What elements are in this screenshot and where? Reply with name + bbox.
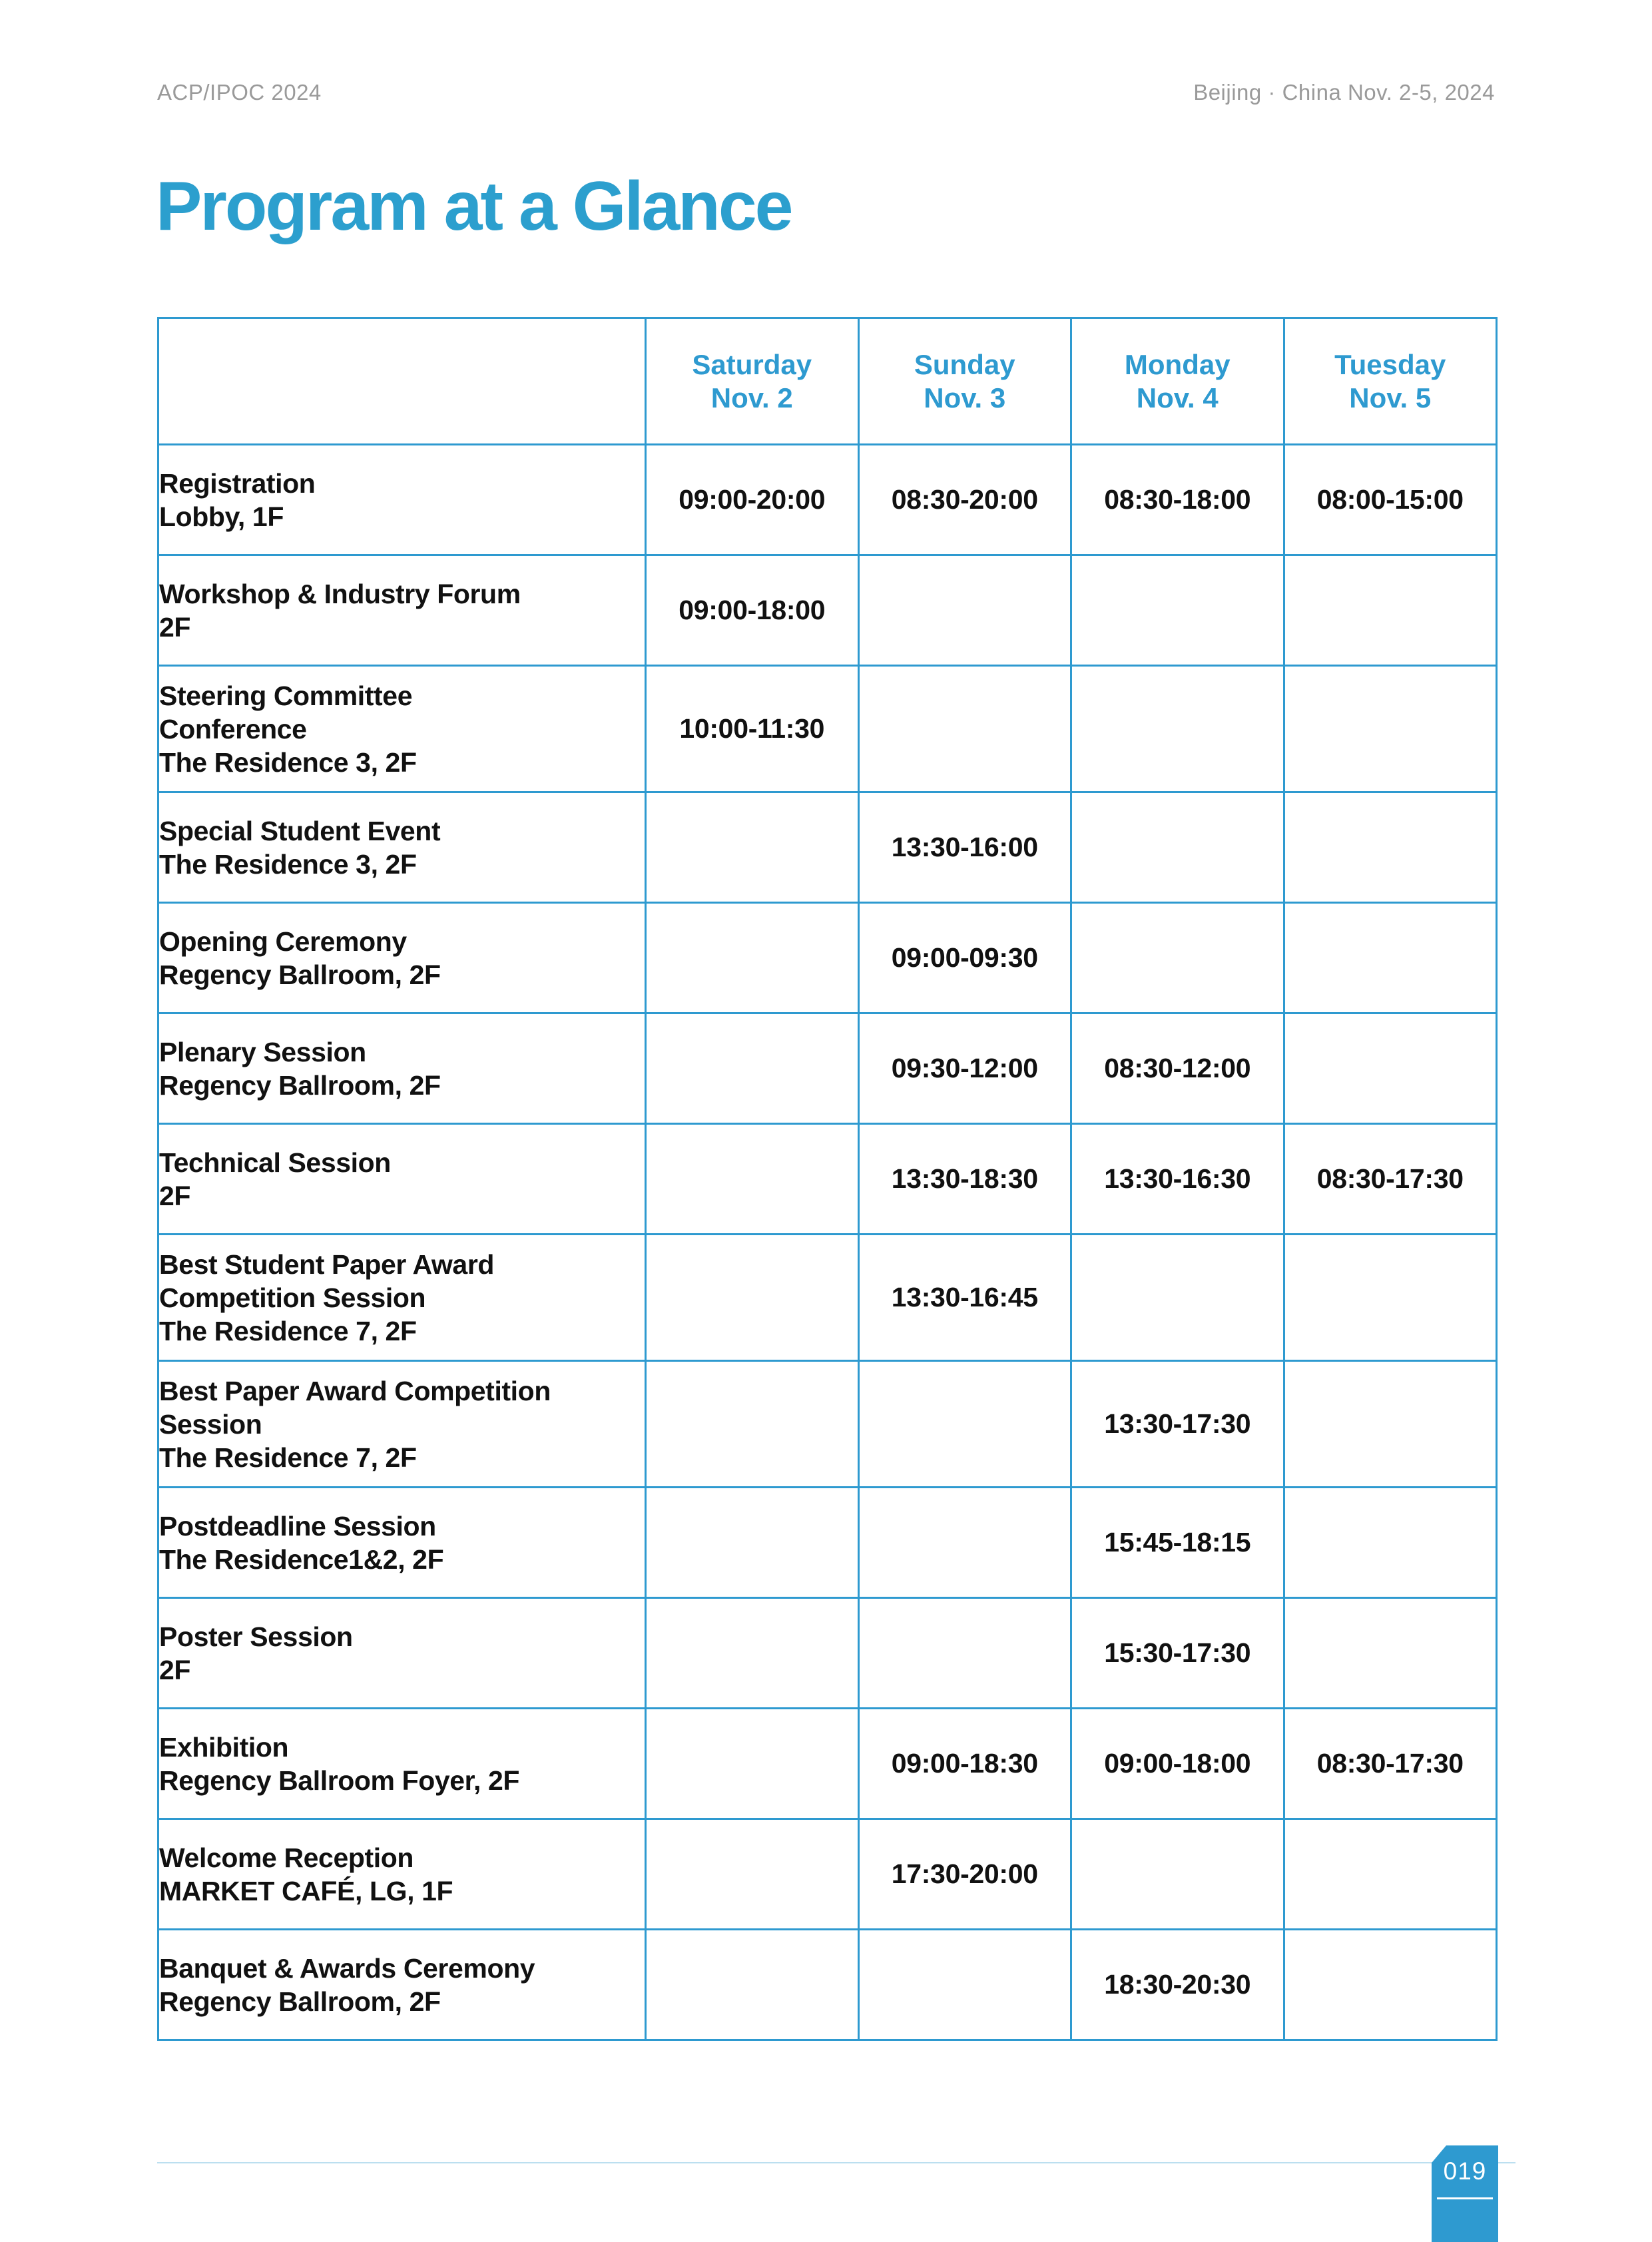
event-cell [158,1124,646,1235]
time-cell [858,1930,1071,2040]
event-name-continued: Conference [159,713,307,744]
time-cell: 15:45-18:15 [1071,1488,1284,1598]
table-row-steering-committee [158,666,1497,792]
time-cell: 08:00-15:00 [1284,445,1497,555]
event-location: Lobby, 1F [159,501,284,532]
time-cell [646,1235,859,1361]
time-cell [646,1488,859,1598]
time-cell [1284,1235,1497,1361]
time-cell: 09:00-18:00 [1071,1709,1284,1819]
time-cell: 13:30-16:45 [858,1235,1071,1361]
event-cell [158,1361,646,1488]
event-name: Best Student Paper Award [159,1249,495,1280]
running-header-location-date: Beijing · China Nov. 2-5, 2024 [1193,80,1495,105]
table-row-special-student-event [158,792,1497,903]
time-cell: 08:30-20:00 [858,445,1071,555]
event-name: Plenary Session [159,1036,366,1067]
page-number-underline [1437,2197,1493,2199]
time-cell: 13:30-16:30 [1071,1124,1284,1235]
event-location: 2F [159,611,191,643]
time-cell [646,792,859,903]
table-row-technical-session [158,1124,1497,1235]
time-cell [858,1598,1071,1709]
event-cell [158,1488,646,1598]
event-name: Welcome Reception [159,1842,414,1873]
time-cell [858,555,1071,666]
day-weekday: Tuesday [1334,348,1446,380]
event-location: The Residence 3, 2F [159,746,417,778]
time-cell: 09:30-12:00 [858,1013,1071,1124]
table-row-plenary-session [158,1013,1497,1124]
running-header-conference: ACP/IPOC 2024 [157,80,322,105]
day-header-sunday [858,318,1071,445]
event-cell [158,1235,646,1361]
event-name: Special Student Event [159,815,441,846]
time-cell [646,903,859,1013]
time-cell: 13:30-17:30 [1071,1361,1284,1488]
time-cell [646,1361,859,1488]
event-name: Postdeadline Session [159,1510,436,1541]
time-cell [646,1013,859,1124]
event-cell [158,555,646,666]
time-cell [1284,666,1497,792]
time-cell [1284,1361,1497,1488]
table-row-registration [158,445,1497,555]
event-name: Registration [159,467,316,499]
time-cell: 08:30-12:00 [1071,1013,1284,1124]
time-cell: 13:30-16:00 [858,792,1071,903]
page-number: 019 [1443,2157,1487,2185]
time-cell [1284,555,1497,666]
day-weekday: Monday [1124,348,1231,380]
event-location: Regency Ballroom, 2F [159,1986,441,2017]
table-row-poster-session [158,1598,1497,1709]
event-cell [158,445,646,555]
time-cell [1284,1930,1497,2040]
time-cell: 15:30-17:30 [1071,1598,1284,1709]
footer-divider [157,2162,1515,2163]
time-cell [646,1819,859,1930]
event-location: MARKET CAFÉ, LG, 1F [159,1875,453,1906]
event-location: The Residence 3, 2F [159,848,417,880]
day-header-saturday [646,318,859,445]
event-location: The Residence 7, 2F [159,1315,417,1346]
event-name: Steering Committee [159,680,413,711]
time-cell [858,1488,1071,1598]
time-cell: 18:30-20:30 [1071,1930,1284,2040]
table-row-banquet [158,1930,1497,2040]
event-cell [158,1709,646,1819]
table-row-best-student-paper [158,1235,1497,1361]
table-header-row [158,318,1497,445]
table-row-best-paper [158,1361,1497,1488]
time-cell: 08:30-17:30 [1284,1709,1497,1819]
table-row-opening-ceremony [158,903,1497,1013]
time-cell [1284,792,1497,903]
event-cell [158,1819,646,1930]
day-header-tuesday [1284,318,1497,445]
event-location: Regency Ballroom Foyer, 2F [159,1765,519,1796]
event-name: Poster Session [159,1621,353,1652]
event-name-continued: Competition Session [159,1282,426,1313]
day-date: Nov. 4 [1136,382,1219,414]
time-cell [1284,1819,1497,1930]
time-cell: 09:00-20:00 [646,445,859,555]
time-cell: 13:30-18:30 [858,1124,1071,1235]
event-name: Technical Session [159,1147,391,1178]
event-location: 2F [159,1180,191,1211]
event-location: The Residence1&2, 2F [159,1543,444,1575]
page-title: Program at a Glance [156,168,792,245]
program-table [157,317,1498,2041]
day-header-monday [1071,318,1284,445]
time-cell [858,666,1071,792]
time-cell [1071,1819,1284,1930]
day-date: Nov. 3 [924,382,1006,414]
time-cell [1071,555,1284,666]
time-cell [1071,1235,1284,1361]
time-cell [858,1361,1071,1488]
time-cell: 08:30-17:30 [1284,1124,1497,1235]
time-cell: 09:00-09:30 [858,903,1071,1013]
event-cell [158,792,646,903]
event-name-continued: Session [159,1408,262,1440]
time-cell [1071,666,1284,792]
table-row-exhibition [158,1709,1497,1819]
event-location: 2F [159,1654,191,1685]
time-cell: 10:00-11:30 [646,666,859,792]
time-cell: 09:00-18:00 [646,555,859,666]
event-location: The Residence 7, 2F [159,1442,417,1473]
time-cell: 17:30-20:00 [858,1819,1071,1930]
time-cell [646,1709,859,1819]
event-cell [158,1013,646,1124]
time-cell [1071,792,1284,903]
time-cell [646,1930,859,2040]
day-date: Nov. 2 [710,382,793,414]
event-cell [158,1598,646,1709]
time-cell [1284,1488,1497,1598]
time-cell [1284,1013,1497,1124]
time-cell: 09:00-18:30 [858,1709,1071,1819]
event-name: Best Paper Award Competition [159,1375,551,1406]
time-cell [1284,903,1497,1013]
day-date: Nov. 5 [1349,382,1432,414]
table-row-workshop [158,555,1497,666]
time-cell: 08:30-18:00 [1071,445,1284,555]
table-row-postdeadline-session [158,1488,1497,1598]
event-location: Regency Ballroom, 2F [159,959,441,990]
time-cell [1071,903,1284,1013]
event-name: Opening Ceremony [159,926,407,957]
event-cell [158,903,646,1013]
time-cell [646,1598,859,1709]
table-row-welcome-reception [158,1819,1497,1930]
time-cell [646,1124,859,1235]
event-name: Banquet & Awards Ceremony [159,1952,535,1984]
day-weekday: Saturday [692,348,812,380]
table-corner-cell [158,318,646,445]
event-name: Exhibition [159,1731,289,1763]
event-cell [158,666,646,792]
event-name: Workshop & Industry Forum [159,578,521,609]
event-location: Regency Ballroom, 2F [159,1069,441,1101]
event-cell [158,1930,646,2040]
day-weekday: Sunday [914,348,1015,380]
time-cell [1284,1598,1497,1709]
